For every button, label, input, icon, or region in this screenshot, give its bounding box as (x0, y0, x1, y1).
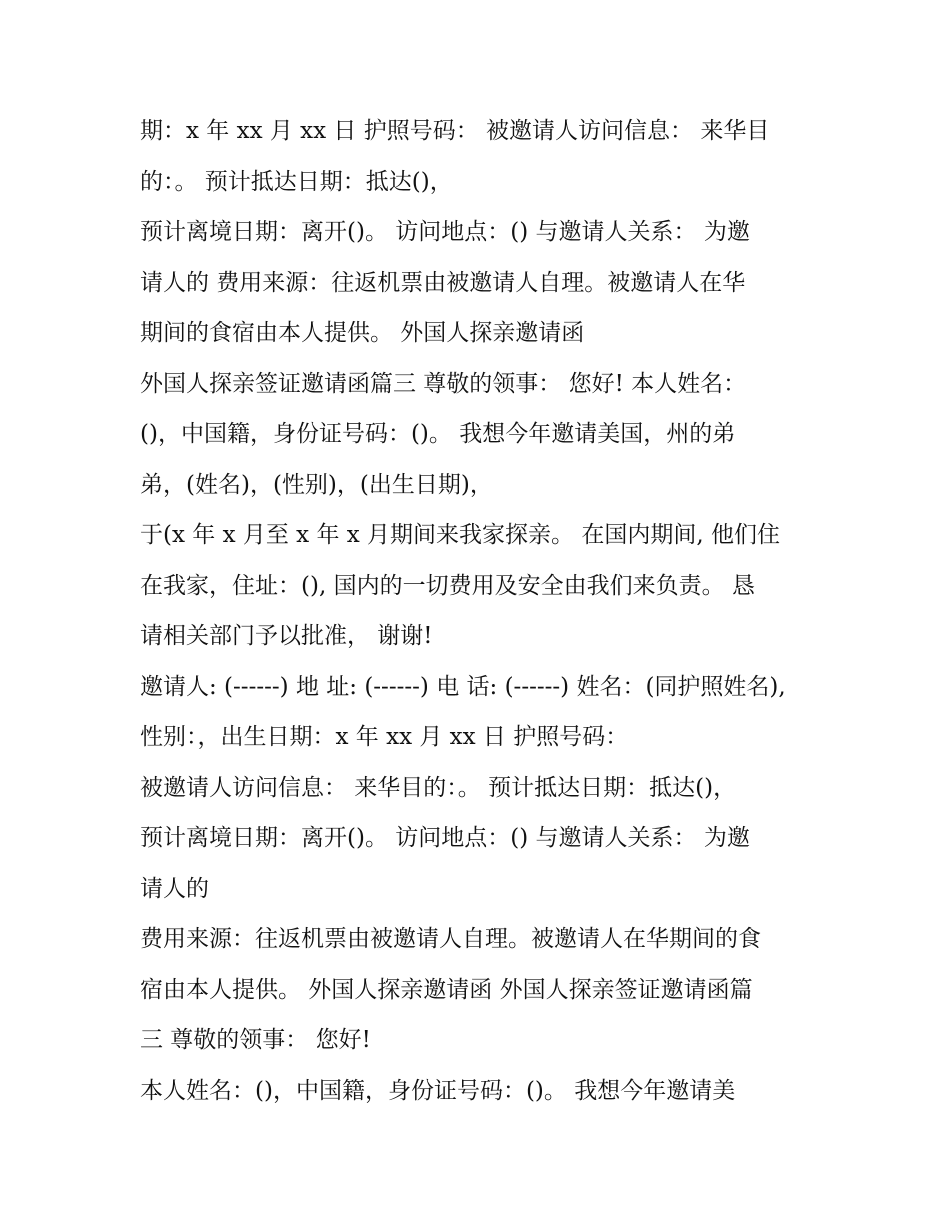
text-line: 性别：，出生日期：x 年 xx 月 xx 日 护照号码： (140, 724, 629, 750)
text-line: 弟，(姓名)，(性别)，(出生日期)， (140, 471, 493, 498)
text-line: 期间的食宿由本人提供。 外国人探亲邀请函 (140, 320, 585, 346)
document-body (140, 106, 840, 1116)
text-line: 期：x 年 xx 月 xx 日 护照号码： 被邀请人访问信息： 来华目 (140, 118, 770, 144)
text-line: 的：。 预计抵达日期：抵达()， (140, 168, 453, 195)
text-line: 请人的 费用来源：往返机票由被邀请人自理。被邀请人在华 (140, 269, 746, 296)
text-line: 在我家，住址：(), 国内的一切费用及安全由我们来负责。 恳 (140, 572, 755, 599)
text-line: 预计离境日期：离开()。 访问地点：() 与邀请人关系： 为邀 (140, 825, 750, 851)
text-line: 于(x 年 x 月至 x 年 x 月期间来我家探亲。 在国内期间, 他们住 (140, 522, 780, 548)
text-line: 宿由本人提供。 外国人探亲邀请函 外国人探亲签证邀请函篇 (140, 976, 753, 1003)
text-line: 被邀请人访问信息： 来华目的：。 预计抵达日期：抵达()， (140, 774, 737, 801)
text-line: 本人姓名：()，中国籍，身份证号码：()。 我想今年邀请美 (140, 1077, 736, 1104)
text-line: 请相关部门予以批准， 谢谢! (140, 623, 433, 649)
text-line: 请人的 (140, 875, 209, 902)
text-line: 邀请人: (------) 地 址: (------) 电 话: (------) 姓名：(同护照姓名), (140, 673, 786, 700)
text-line: 外国人探亲签证邀请函篇三 尊敬的领事： 您好! 本人姓名： (140, 370, 747, 397)
text-line: 预计离境日期：离开()。 访问地点：() 与邀请人关系： 为邀 (140, 219, 750, 245)
text-line: 费用来源：往返机票由被邀请人自理。被邀请人在华期间的食 (140, 926, 761, 952)
text-line: 三 尊敬的领事： 您好! (140, 1027, 371, 1053)
text-line: ()，中国籍，身份证号码：()。 我想今年邀请美国，州的弟 (140, 421, 736, 447)
